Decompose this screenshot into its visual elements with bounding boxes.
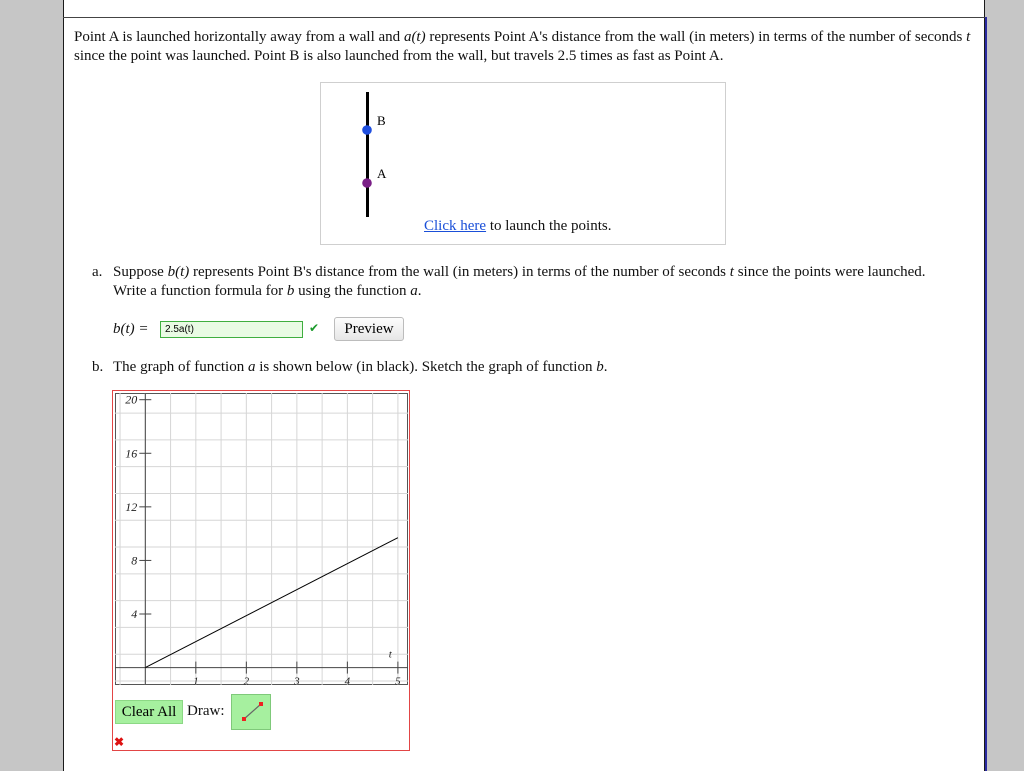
y-tick-label: 4 xyxy=(131,607,138,622)
y-tick-label: 12 xyxy=(125,499,138,514)
point-b-label: B xyxy=(377,113,386,128)
x-tick-label: 4 xyxy=(344,675,351,685)
x-axis-label: t xyxy=(388,648,392,661)
correct-check-icon: ✔ xyxy=(309,321,320,335)
part-a-question: Suppose b(t) represents Point B's distance from the wall (in meters) in terms of the number of seconds t since the points were launched. Write a function formula for b using the function a. xyxy=(113,264,926,299)
t-math: t xyxy=(966,29,971,45)
launch-instruction: Click here to launch the points. xyxy=(424,218,612,234)
part-a-number: a. xyxy=(92,264,103,280)
answer-label: b(t) = xyxy=(113,321,149,337)
line-tool-icon xyxy=(232,695,270,729)
line-tool-button[interactable] xyxy=(231,694,271,730)
clear-all-button[interactable]: Clear All xyxy=(115,700,183,724)
y-tick-label: 16 xyxy=(125,446,138,461)
x-tick-label: 1 xyxy=(193,675,199,685)
part-b-question: The graph of function a is shown below (in black). Sketch the graph of function b. xyxy=(113,359,608,375)
y-tick-label: 20 xyxy=(125,393,138,407)
answer-input[interactable] xyxy=(160,321,303,338)
point-a-label: A xyxy=(377,166,387,181)
point-a-dot xyxy=(362,178,372,188)
preview-button[interactable]: Preview xyxy=(334,317,404,341)
top-divider xyxy=(63,17,985,18)
point-b-dot xyxy=(362,125,372,135)
x-tick-label: 5 xyxy=(395,675,401,685)
error-x-icon: ✖ xyxy=(114,735,125,749)
part-b-number: b. xyxy=(92,359,104,375)
x-tick-label: 3 xyxy=(294,675,300,685)
graph-svg[interactable] xyxy=(115,393,408,685)
y-tick-label: 8 xyxy=(131,553,138,568)
a-of-t-math: a(t) xyxy=(403,29,426,45)
problem-statement: Point A is launched horizontally away from a wall and a(t) represents Point A's distance from the wall (in meters) in terms of the number of seconds t since the point was launched. Point B is also launched from the wall, but travels 2.5 times as fast as Point A. xyxy=(74,29,971,64)
launch-link[interactable]: Click here xyxy=(424,218,487,234)
x-tick-label: 2 xyxy=(243,675,250,685)
right-divider xyxy=(985,17,987,771)
draw-label: Draw: xyxy=(187,703,225,719)
